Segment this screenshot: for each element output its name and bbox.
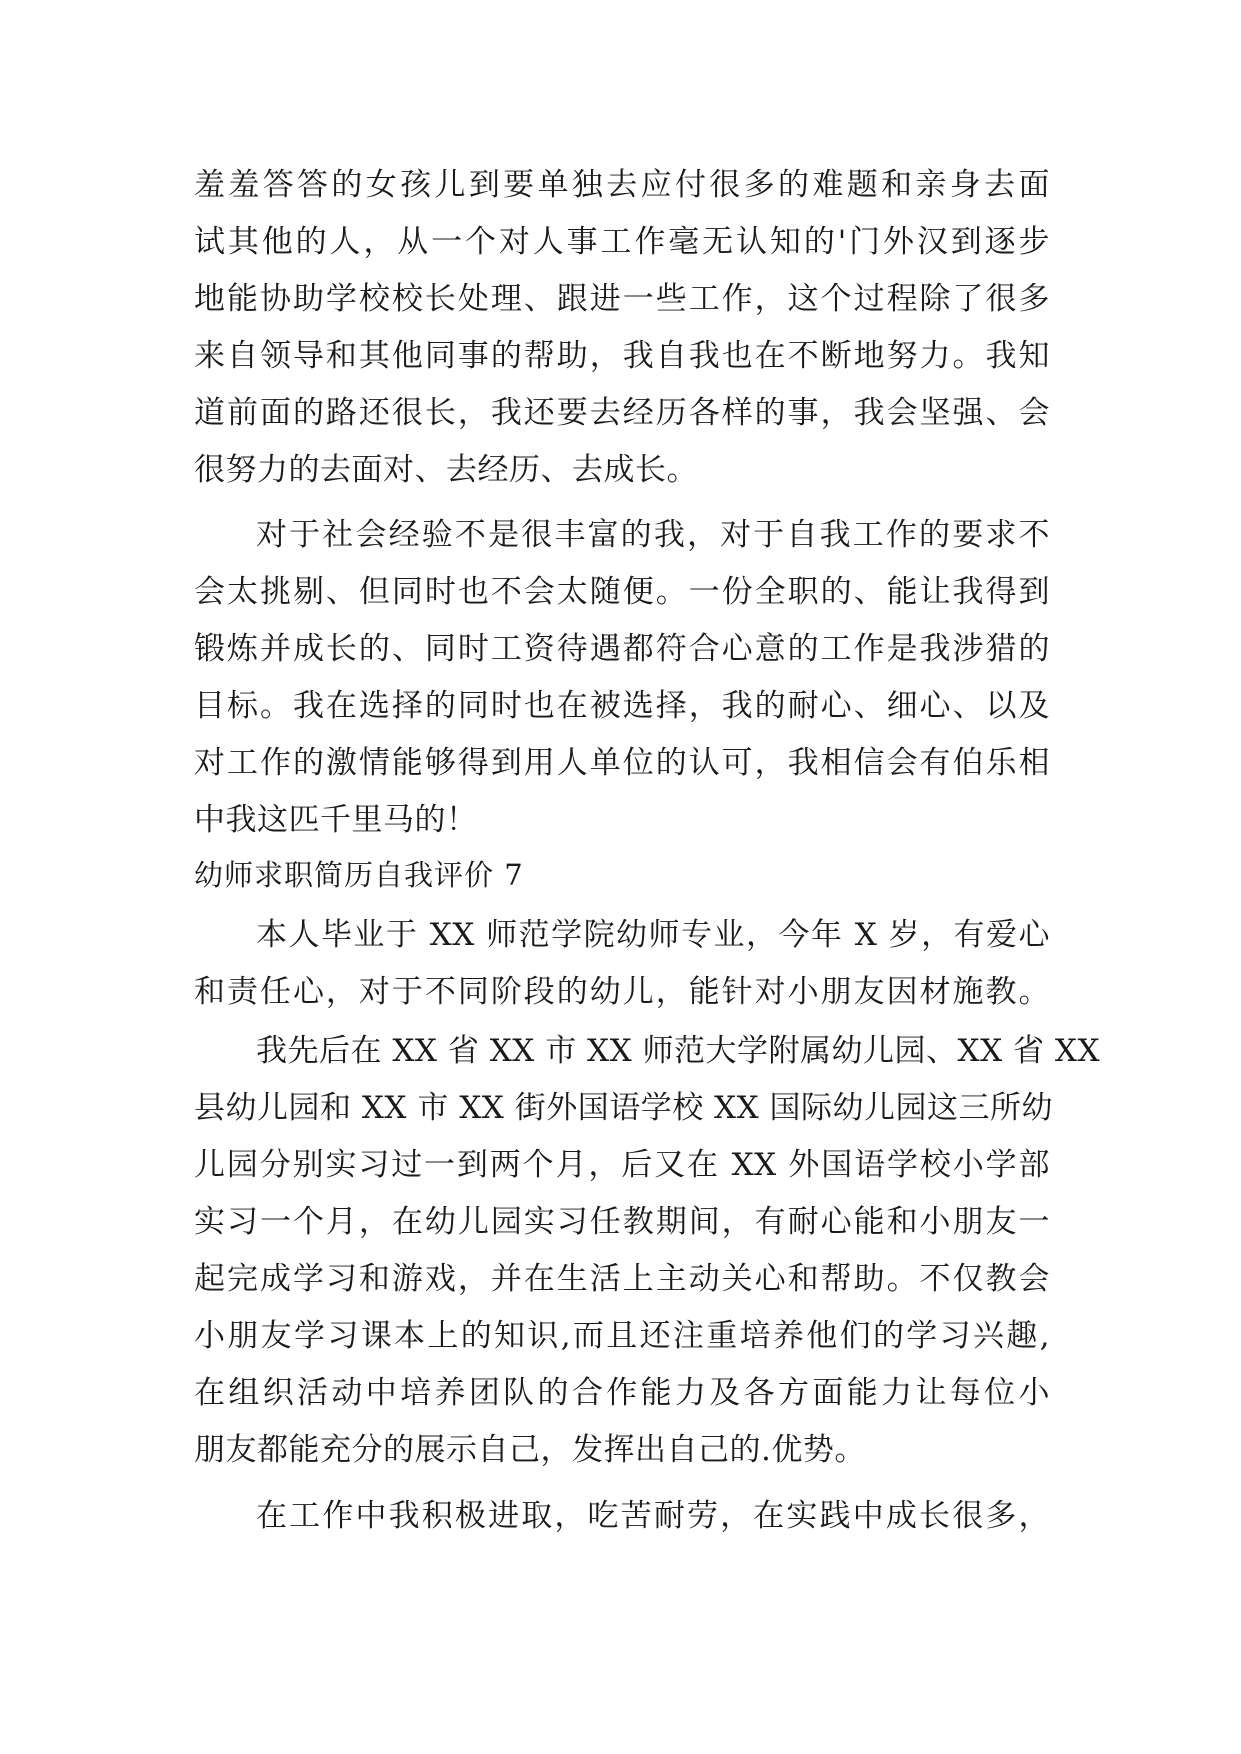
paragraph-line: 锻炼并成长的、同时工资待遇都符合心意的工作是我涉猎的: [194, 631, 1050, 667]
paragraph-line: 县幼儿园和 XX 市 XX 街外国语学校 XX 国际幼儿园这三所幼: [194, 1090, 1054, 1126]
paragraph-line: 地能协助学校校长处理、跟进一些工作，这个过程除了很多: [194, 281, 1050, 317]
paragraph-line: 我先后在 XX 省 XX 市 XX 师范大学附属幼儿园、XX 省 XX: [256, 1033, 1101, 1069]
paragraph-line: 儿园分别实习过一到两个月，后又在 XX 外国语学校小学部: [194, 1147, 1050, 1183]
paragraph-line: 在工作中我积极进取，吃苦耐劳，在实践中成长很多，: [256, 1498, 1050, 1534]
paragraph-line: 小朋友学习课本上的知识,而且还注重培养他们的学习兴趣,: [194, 1318, 1050, 1354]
paragraph-line: 起完成学习和游戏，并在生活上主动关心和帮助。不仅教会: [194, 1261, 1050, 1297]
paragraph-line: 对工作的激情能够得到用人单位的认可，我相信会有伯乐相: [194, 745, 1050, 781]
paragraph-line: 来自领导和其他同事的帮助，我自我也在不断地努力。我知: [194, 338, 1050, 374]
paragraph-line: 会太挑剔、但同时也不会太随便。一份全职的、能让我得到: [194, 574, 1050, 610]
paragraph-line: 本人毕业于 XX 师范学院幼师专业，今年 X 岁，有爱心: [256, 917, 1050, 953]
paragraph-line: 羞羞答答的女孩儿到要单独去应付很多的难题和亲身去面: [194, 167, 1050, 203]
paragraph-line: 目标。我在选择的同时也在被选择，我的耐心、细心、以及: [194, 688, 1050, 724]
paragraph-line: 和责任心，对于不同阶段的幼儿，能针对小朋友因材施教。: [194, 974, 1050, 1010]
paragraph-line: 对于社会经验不是很丰富的我，对于自我工作的要求不: [256, 517, 1050, 553]
paragraph-line: 中我这匹千里马的！: [194, 802, 478, 838]
paragraph-line: 道前面的路还很长，我还要去经历各样的事，我会坚强、会: [194, 395, 1050, 431]
paragraph-line: 试其他的人，从一个对人事工作毫无认知的'门外汉到逐步: [194, 224, 1050, 260]
paragraph-line: 很努力的去面对、去经历、去成长。: [194, 452, 698, 488]
paragraph-line: 实习一个月，在幼儿园实习任教期间，有耐心能和小朋友一: [194, 1204, 1050, 1240]
paragraph-line: 朋友都能充分的展示自己，发挥出自己的.优势。: [194, 1432, 866, 1468]
paragraph-line: 在组织活动中培养团队的合作能力及各方面能力让每位小: [194, 1375, 1050, 1411]
section-heading: 幼师求职简历自我评价 7: [194, 858, 524, 892]
